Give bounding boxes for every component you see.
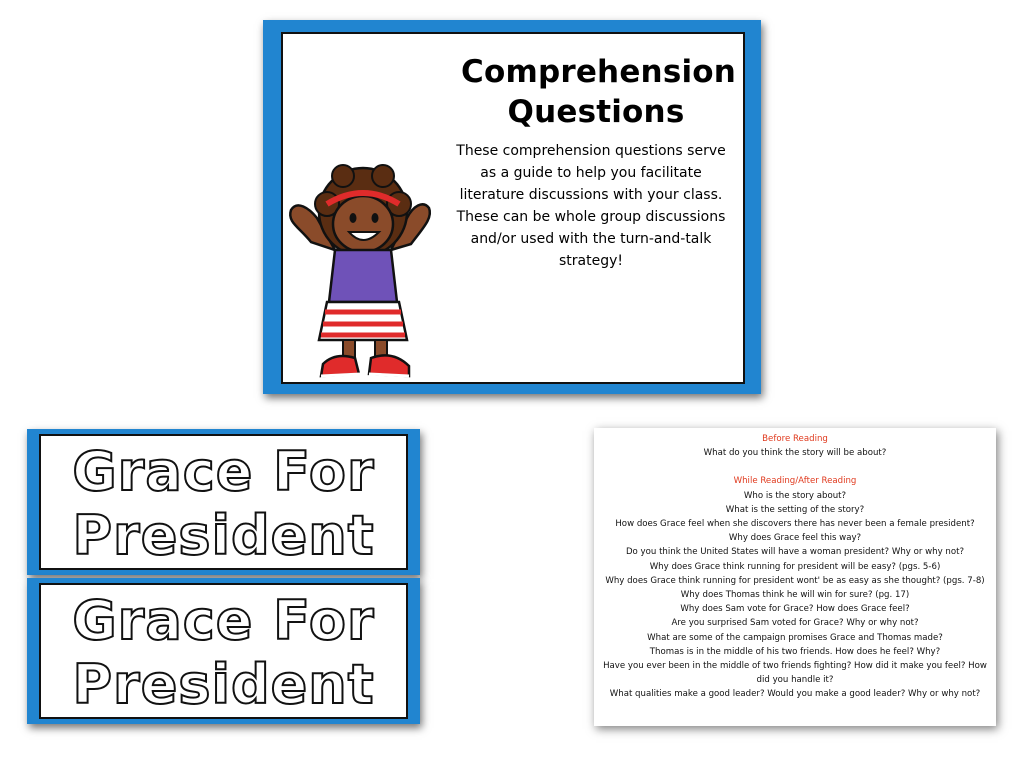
question-item: Thomas is in the middle of his two friends. How does he feel? Why? <box>649 646 941 657</box>
questions-sheet <box>594 428 996 726</box>
question-item: What is the setting of the story? <box>725 504 865 515</box>
while-reading-heading: While Reading/After Reading <box>733 476 857 487</box>
question-item: What do you think the story will be about? <box>703 448 887 459</box>
spacer <box>598 460 992 474</box>
name-card <box>27 429 420 575</box>
question-item: Why does Grace feel this way? <box>728 533 862 544</box>
card-inner-panel <box>281 32 745 384</box>
question-item: What are some of the campaign promises Grace and Thomas made? <box>647 632 943 643</box>
name-card-inner <box>39 583 408 719</box>
question-item: Why does Sam vote for Grace? How does Grace feel? <box>680 604 910 615</box>
question-item: Who is the story about? <box>743 490 847 501</box>
card-title: Comprehension Questions <box>461 54 737 130</box>
comprehension-questions-card <box>263 20 761 394</box>
question-item: Why does Grace think running for president wont' be as easy as she thought? (pgs. 7-8) <box>605 575 985 586</box>
question-item: How does Grace feel when she discovers there has never been a female president? <box>615 519 975 530</box>
question-item: Do you think the United States will have a woman president? Why or why not? <box>625 547 965 558</box>
name-card-line-2: President <box>72 504 375 567</box>
name-card <box>27 578 420 724</box>
question-item: What qualities make a good leader? Would you make a good leader? Why or why not? <box>609 689 981 700</box>
girl-clipart-illustration <box>283 152 443 384</box>
name-card-line-1: Grace For <box>72 589 375 652</box>
name-card-line-2: President <box>72 653 375 716</box>
name-card-line-1: Grace For <box>72 440 375 503</box>
question-item: Have you ever been in the middle of two friends fighting? How did it make you feel? How did you handle it? <box>603 661 987 686</box>
card-description: These comprehension questions serve as a guide to help you facilitate literature discussions with your class. These can be whole group discussions and/or used with the turn-and-talk strategy! <box>456 143 726 269</box>
question-item: Why does Grace think running for president will be easy? (pgs. 5-6) <box>649 561 941 572</box>
question-item: Are you surprised Sam voted for Grace? Why or why not? <box>671 618 919 629</box>
question-item: Why does Thomas think he will win for sure? (pg. 17) <box>680 590 910 601</box>
name-card-inner <box>39 434 408 570</box>
questions-list <box>598 432 992 702</box>
before-reading-heading: Before Reading <box>762 434 828 444</box>
